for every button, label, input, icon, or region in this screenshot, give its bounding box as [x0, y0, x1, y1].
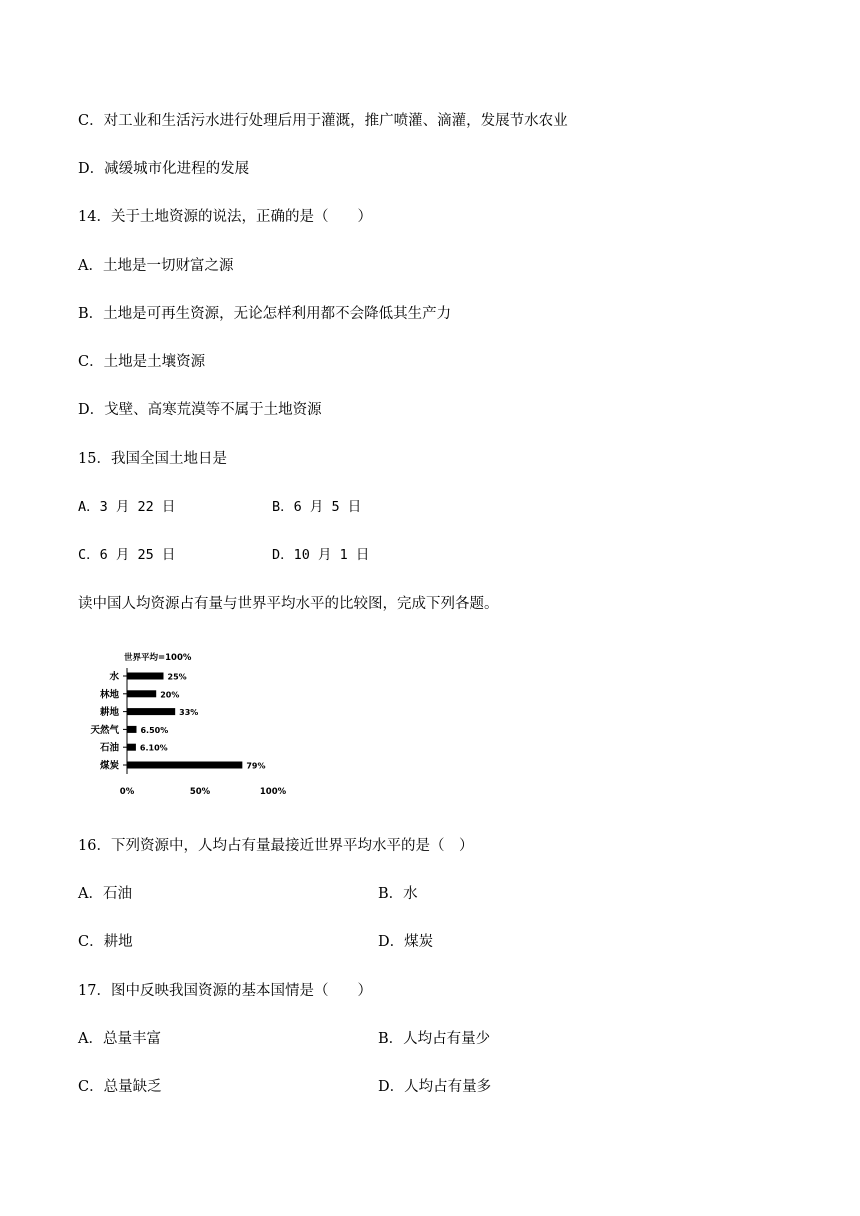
- bar: [127, 726, 136, 733]
- value-label: 25%: [167, 672, 187, 682]
- bar: [127, 690, 156, 697]
- q14-stem: 14．关于土地资源的说法，正确的是（ ）: [78, 209, 372, 225]
- q16-option-a: A．石油: [78, 886, 132, 902]
- bar: [127, 762, 242, 769]
- x-tick-label: 100%: [259, 787, 287, 797]
- category-label: 林地: [99, 689, 119, 701]
- category-label: 煤炭: [99, 760, 119, 772]
- q15-option-a: A．3 月 22 日: [78, 499, 176, 515]
- q15-option-b: B．6 月 5 日: [272, 499, 362, 515]
- category-label: 天然气: [90, 724, 119, 736]
- value-label: 6.50%: [140, 725, 169, 735]
- chart-intro: 读中国人均资源占有量与世界平均水平的比较图，完成下列各题。: [78, 596, 499, 612]
- q16-option-b: B．水: [378, 886, 418, 902]
- q15-option-c: C．6 月 25 日: [78, 547, 176, 563]
- q14-option-b: B．土地是可再生资源，无论怎样利用都不会降低其生产力: [78, 306, 452, 322]
- q14-option-a: A．土地是一切财富之源: [78, 258, 234, 274]
- q17-option-b: B．人均占有量少: [378, 1031, 491, 1047]
- category-label: 水: [109, 671, 119, 683]
- category-label: 耕地: [99, 707, 119, 719]
- category-label: 石油: [99, 742, 119, 754]
- q15-option-d: D．10 月 1 日: [272, 547, 370, 563]
- q17-option-d: D．人均占有量多: [378, 1079, 492, 1095]
- bar: [127, 708, 175, 715]
- chart-title: 世界平均=100%: [124, 653, 192, 663]
- q17-option-a: A．总量丰富: [78, 1031, 161, 1047]
- bar: [127, 744, 136, 751]
- resource-comparison-chart: [80, 648, 310, 800]
- q16-stem: 16．下列资源中，人均占有量最接近世界平均水平的是（ ）: [78, 838, 474, 854]
- x-tick-label: 50%: [189, 787, 211, 797]
- q16-option-d: D．煤炭: [378, 934, 434, 950]
- q14-option-c: C．土地是土壤资源: [78, 354, 206, 370]
- bar: [127, 673, 164, 680]
- q17-stem: 17．图中反映我国资源的基本国情是（ ）: [78, 983, 372, 999]
- q14-option-d: D．戈壁、高寒荒漠等不属于土地资源: [78, 402, 322, 418]
- value-label: 79%: [246, 761, 266, 771]
- q15-stem: 15．我国全国土地日是: [78, 451, 227, 467]
- q13-option-d: D．减缓城市化进程的发展: [78, 161, 250, 177]
- q16-option-c: C．耕地: [78, 934, 133, 950]
- q17-option-c: C．总量缺乏: [78, 1079, 162, 1095]
- q13-option-c: C．对工业和生活污水进行处理后用于灌溉，推广喷灌、滴灌，发展节水农业: [78, 113, 568, 129]
- value-label: 33%: [179, 708, 199, 718]
- value-label: 6.10%: [139, 743, 168, 753]
- x-tick-label: 0%: [119, 787, 135, 797]
- value-label: 20%: [160, 690, 180, 700]
